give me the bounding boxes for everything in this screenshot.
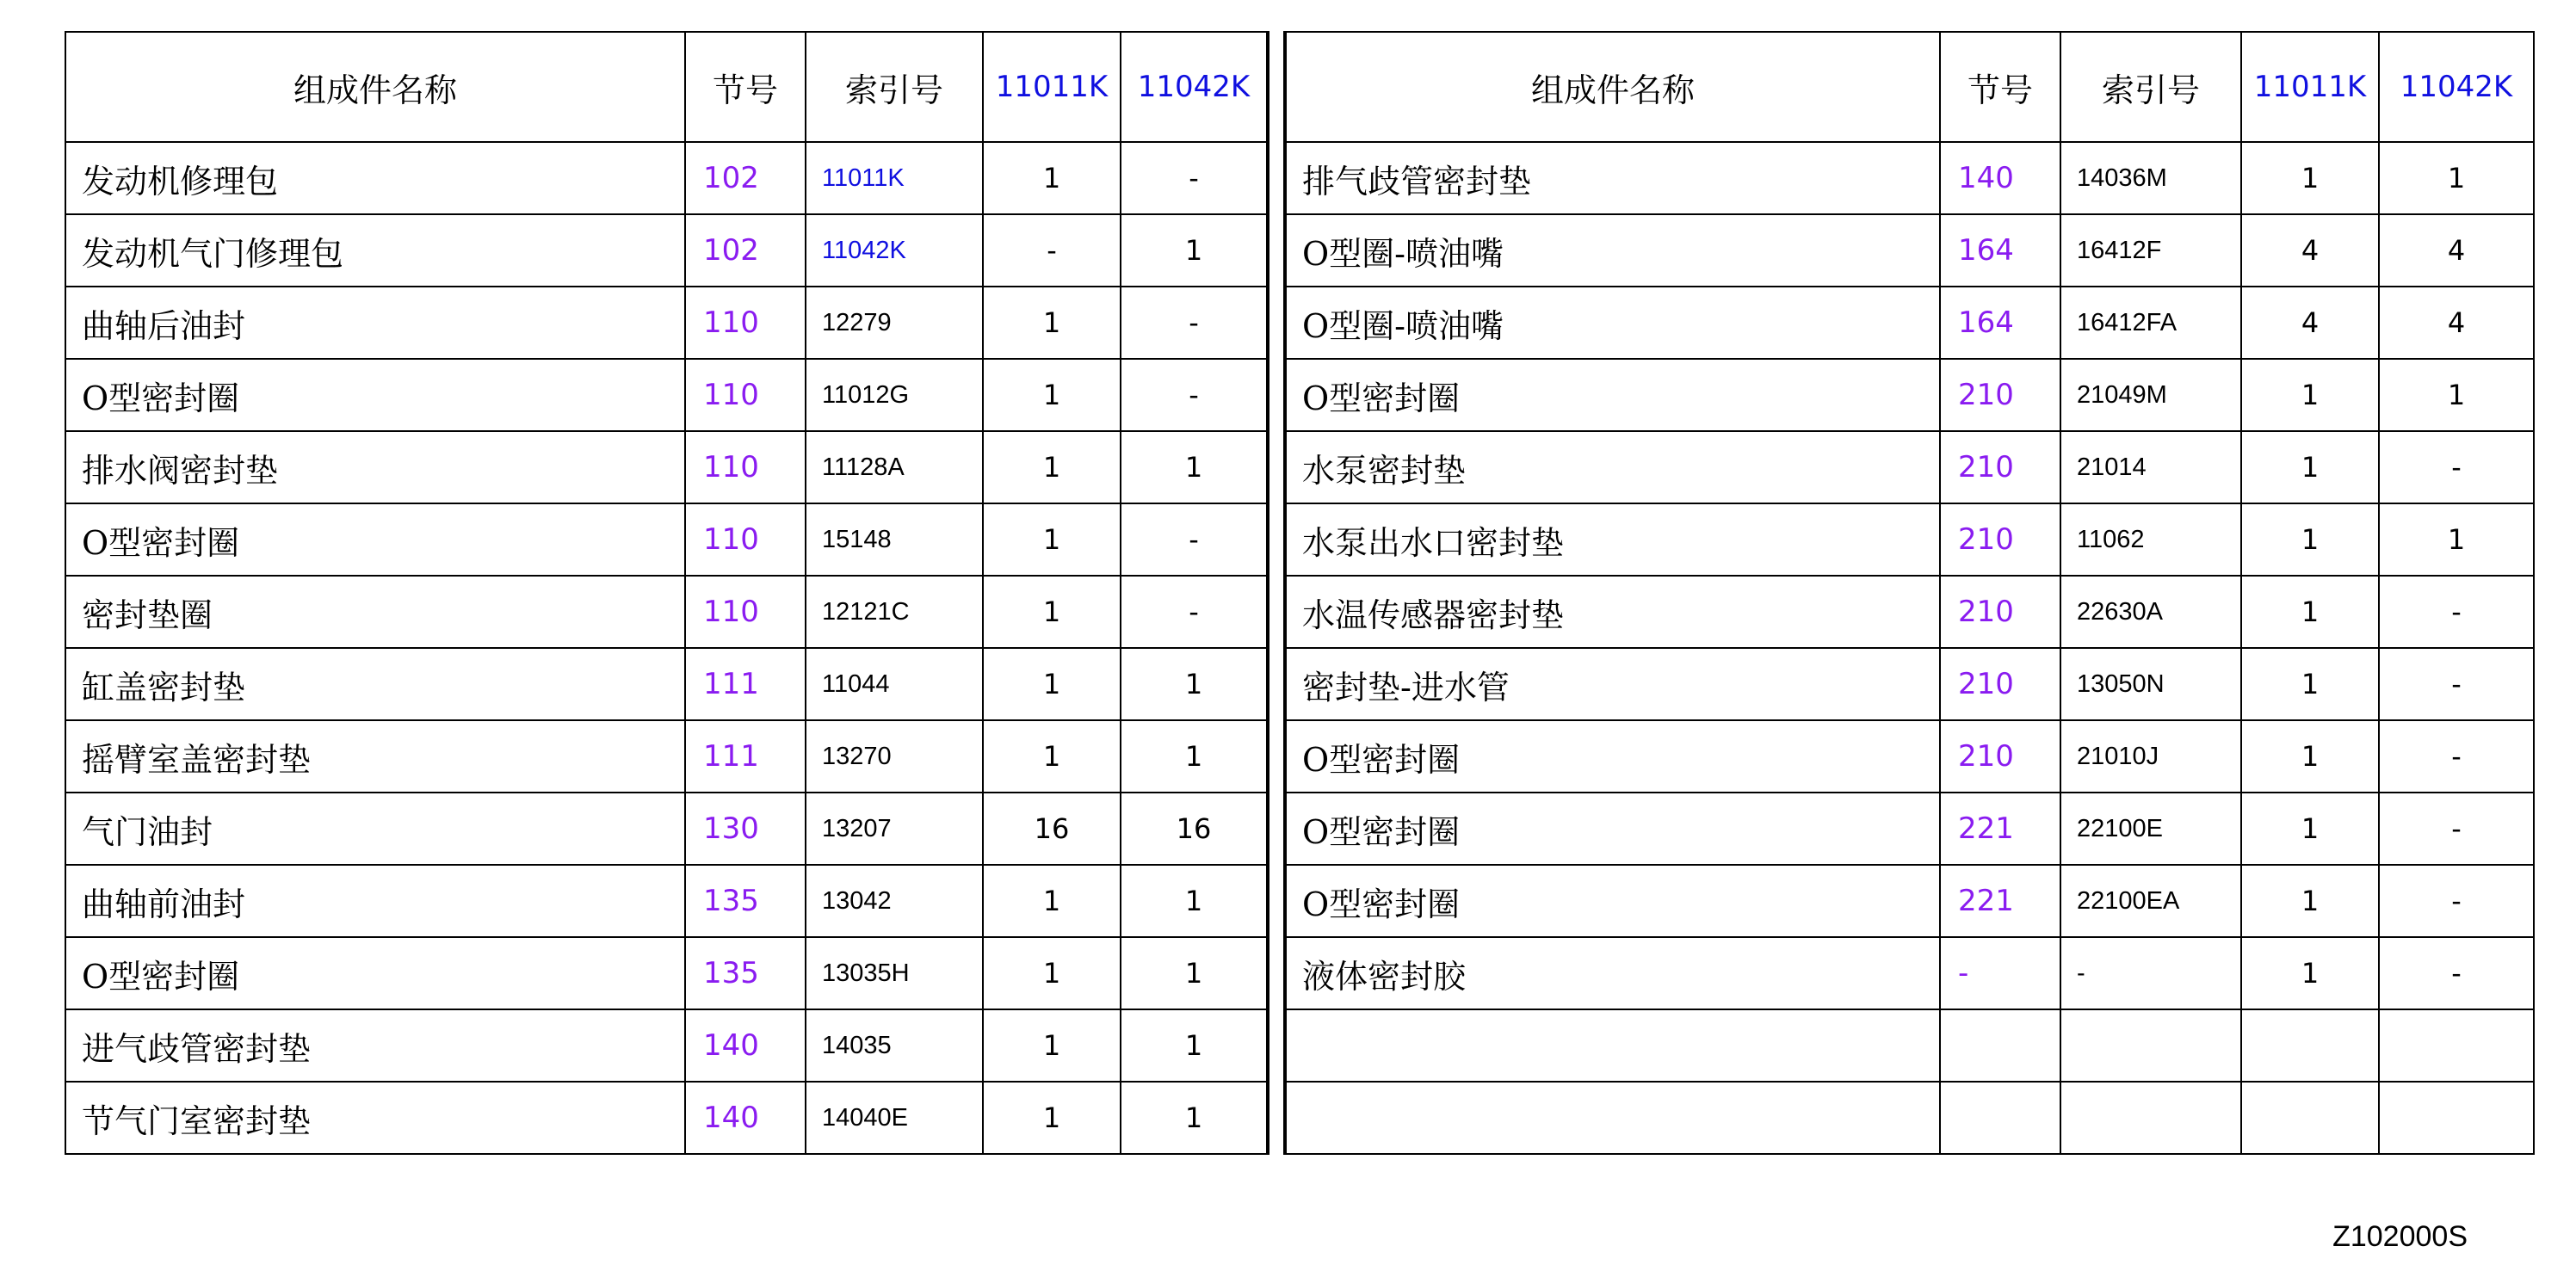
index-number-cell: 12279 [806, 287, 983, 359]
part-name-cell: 缸盖密封垫 [65, 648, 685, 720]
section-cell: 221 [1940, 793, 2060, 865]
index-number-cell: 16412FA [2060, 287, 2241, 359]
section-cell [1940, 1082, 2060, 1154]
part-name-cell: O型密封圈 [65, 359, 685, 431]
qty-11011k-cell: 1 [983, 142, 1121, 214]
qty-11011k-cell: 1 [983, 937, 1121, 1009]
qty-11011k-cell: 1 [983, 576, 1121, 648]
qty-11042k-cell: - [1121, 142, 1267, 214]
header-kit-11042k: 11042K [1121, 32, 1267, 142]
section-cell: 110 [685, 503, 806, 576]
qty-11042k-cell: - [2379, 793, 2534, 865]
section-cell: 210 [1940, 359, 2060, 431]
qty-11042k-cell: - [1121, 576, 1267, 648]
table-row [1286, 576, 2534, 648]
index-number-cell: 11044 [806, 648, 983, 720]
table-row [65, 576, 1267, 648]
qty-11042k-cell: - [2379, 937, 2534, 1009]
table-row [1286, 431, 2534, 503]
qty-11042k-cell: 16 [1121, 793, 1267, 865]
part-name-cell: O型密封圈 [1286, 359, 1940, 431]
index-number-cell: 14035 [806, 1009, 983, 1082]
qty-11011k-cell: 1 [2241, 648, 2379, 720]
part-name-cell [1286, 1009, 1940, 1082]
qty-11042k-cell: 1 [1121, 1082, 1267, 1154]
qty-11042k-cell: 1 [1121, 431, 1267, 503]
section-cell [1940, 1009, 2060, 1082]
right-parts-table [1285, 31, 2535, 1155]
table-header-row [1286, 32, 2534, 142]
table-row [1286, 142, 2534, 214]
section-cell: 210 [1940, 431, 2060, 503]
qty-11011k-cell: 1 [983, 720, 1121, 793]
qty-11011k-cell: 1 [983, 865, 1121, 937]
qty-11011k-cell: 1 [983, 1082, 1121, 1154]
index-number-cell: 13207 [806, 793, 983, 865]
qty-11042k-cell: - [2379, 431, 2534, 503]
part-name-cell: 水温传感器密封垫 [1286, 576, 1940, 648]
qty-11011k-cell: 1 [2241, 865, 2379, 937]
index-number-cell: 22100EA [2060, 865, 2241, 937]
index-number-cell: 22100E [2060, 793, 2241, 865]
table-row [1286, 937, 2534, 1009]
part-name-cell: 发动机气门修理包 [65, 214, 685, 287]
qty-11042k-cell: 1 [1121, 937, 1267, 1009]
section-cell: 130 [685, 793, 806, 865]
qty-11011k-cell: 1 [2241, 503, 2379, 576]
qty-11042k-cell: - [2379, 720, 2534, 793]
table-row [1286, 359, 2534, 431]
index-number-cell: 15148 [806, 503, 983, 576]
qty-11011k-cell: 4 [2241, 287, 2379, 359]
part-name-cell: 排气歧管密封垫 [1286, 142, 1940, 214]
part-name-cell: O型密封圈 [1286, 865, 1940, 937]
section-cell: 210 [1940, 720, 2060, 793]
table-row [1286, 214, 2534, 287]
qty-11011k-cell: 1 [2241, 720, 2379, 793]
part-name-cell: 密封垫圈 [65, 576, 685, 648]
qty-11042k-cell: 1 [1121, 865, 1267, 937]
table-row [65, 1082, 1267, 1154]
part-name-cell [1286, 1082, 1940, 1154]
section-cell: 111 [685, 648, 806, 720]
index-number-cell: 21010J [2060, 720, 2241, 793]
index-number-cell: 16412F [2060, 214, 2241, 287]
section-cell: 102 [685, 214, 806, 287]
table-row [65, 937, 1267, 1009]
part-name-cell: O型密封圈 [1286, 793, 1940, 865]
qty-11011k-cell: 1 [2241, 576, 2379, 648]
qty-11042k-cell: 1 [2379, 359, 2534, 431]
table-row [65, 865, 1267, 937]
index-number-cell [2060, 1082, 2241, 1154]
table-row [65, 287, 1267, 359]
part-name-cell: 密封垫-进水管 [1286, 648, 1940, 720]
qty-11042k-cell: 1 [1121, 1009, 1267, 1082]
qty-11011k-cell: 1 [2241, 142, 2379, 214]
part-name-cell: 曲轴前油封 [65, 865, 685, 937]
section-cell: 102 [685, 142, 806, 214]
index-number-cell: 11062 [2060, 503, 2241, 576]
section-cell: 221 [1940, 865, 2060, 937]
header-index: 索引号 [2060, 32, 2241, 142]
table-row [1286, 720, 2534, 793]
section-cell: 111 [685, 720, 806, 793]
table-row [1286, 1009, 2534, 1082]
section-cell: 210 [1940, 503, 2060, 576]
header-kit-11011k: 11011K [2241, 32, 2379, 142]
section-cell: 210 [1940, 576, 2060, 648]
part-name-cell: 液体密封胶 [1286, 937, 1940, 1009]
qty-11011k-cell: 1 [2241, 793, 2379, 865]
qty-11042k-cell [2379, 1009, 2534, 1082]
table-row [65, 214, 1267, 287]
drawing-code: Z102000S [2332, 1220, 2468, 1253]
qty-11011k-cell [2241, 1082, 2379, 1154]
table-row [1286, 503, 2534, 576]
index-number-cell: 13050N [2060, 648, 2241, 720]
table-row [65, 1009, 1267, 1082]
section-cell: 110 [685, 576, 806, 648]
part-name-cell: 水泵密封垫 [1286, 431, 1940, 503]
table-row [65, 720, 1267, 793]
header-part-name: 组成件名称 [1286, 32, 1940, 142]
qty-11011k-cell [2241, 1009, 2379, 1082]
part-name-cell: O型密封圈 [65, 937, 685, 1009]
index-number-cell: 11011K [806, 142, 983, 214]
qty-11042k-cell [2379, 1082, 2534, 1154]
part-name-cell: 摇臂室盖密封垫 [65, 720, 685, 793]
qty-11042k-cell: 1 [1121, 648, 1267, 720]
qty-11042k-cell: 1 [2379, 142, 2534, 214]
qty-11011k-cell: 1 [983, 1009, 1121, 1082]
section-cell: 110 [685, 431, 806, 503]
qty-11011k-cell: 1 [2241, 359, 2379, 431]
table-row [1286, 648, 2534, 720]
part-name-cell: 气门油封 [65, 793, 685, 865]
part-name-cell: 排水阀密封垫 [65, 431, 685, 503]
table-row [65, 431, 1267, 503]
index-number-cell: 11128A [806, 431, 983, 503]
qty-11042k-cell: 1 [2379, 503, 2534, 576]
section-cell: 135 [685, 865, 806, 937]
section-cell: 210 [1940, 648, 2060, 720]
qty-11011k-cell: 1 [983, 503, 1121, 576]
qty-11011k-cell: 1 [2241, 431, 2379, 503]
header-section: 节号 [1940, 32, 2060, 142]
table-row [65, 142, 1267, 214]
index-number-cell: 13270 [806, 720, 983, 793]
index-number-cell: 11012G [806, 359, 983, 431]
part-name-cell: O型密封圈 [1286, 720, 1940, 793]
part-name-cell: O型圈-喷油嘴 [1286, 214, 1940, 287]
table-row [65, 793, 1267, 865]
section-cell: 110 [685, 359, 806, 431]
table-header-row [65, 32, 1267, 142]
table-row [65, 648, 1267, 720]
qty-11042k-cell: - [2379, 865, 2534, 937]
header-kit-11011k: 11011K [983, 32, 1121, 142]
index-number-cell: 12121C [806, 576, 983, 648]
index-number-cell: - [2060, 937, 2241, 1009]
qty-11042k-cell: - [2379, 576, 2534, 648]
section-cell: - [1940, 937, 2060, 1009]
qty-11042k-cell: 4 [2379, 214, 2534, 287]
table-row [1286, 287, 2534, 359]
section-cell: 164 [1940, 287, 2060, 359]
qty-11042k-cell: - [1121, 503, 1267, 576]
header-kit-11042k: 11042K [2379, 32, 2534, 142]
qty-11011k-cell: 1 [983, 648, 1121, 720]
section-cell: 135 [685, 937, 806, 1009]
table-row [1286, 1082, 2534, 1154]
index-number-cell: 13042 [806, 865, 983, 937]
qty-11011k-cell: 16 [983, 793, 1121, 865]
qty-11042k-cell: 1 [1121, 214, 1267, 287]
index-number-cell [2060, 1009, 2241, 1082]
part-name-cell: 进气歧管密封垫 [65, 1009, 685, 1082]
index-number-cell: 14040E [806, 1082, 983, 1154]
qty-11011k-cell: - [983, 214, 1121, 287]
qty-11042k-cell: - [1121, 287, 1267, 359]
qty-11011k-cell: 1 [983, 431, 1121, 503]
index-number-cell: 21049M [2060, 359, 2241, 431]
section-cell: 140 [685, 1082, 806, 1154]
index-number-cell: 13035H [806, 937, 983, 1009]
qty-11042k-cell: - [2379, 648, 2534, 720]
part-name-cell: 曲轴后油封 [65, 287, 685, 359]
qty-11011k-cell: 1 [2241, 937, 2379, 1009]
qty-11042k-cell: 4 [2379, 287, 2534, 359]
table-row [65, 503, 1267, 576]
qty-11042k-cell: 1 [1121, 720, 1267, 793]
index-number-cell: 22630A [2060, 576, 2241, 648]
part-name-cell: O型圈-喷油嘴 [1286, 287, 1940, 359]
table-row [1286, 793, 2534, 865]
part-name-cell: 节气门室密封垫 [65, 1082, 685, 1154]
section-cell: 140 [685, 1009, 806, 1082]
part-name-cell: O型密封圈 [65, 503, 685, 576]
qty-11011k-cell: 1 [983, 359, 1121, 431]
index-number-cell: 21014 [2060, 431, 2241, 503]
left-parts-table [65, 31, 1268, 1155]
qty-11011k-cell: 4 [2241, 214, 2379, 287]
table-row [1286, 865, 2534, 937]
index-number-cell: 11042K [806, 214, 983, 287]
header-section: 节号 [685, 32, 806, 142]
table-row [65, 359, 1267, 431]
part-name-cell: 发动机修理包 [65, 142, 685, 214]
header-part-name: 组成件名称 [65, 32, 685, 142]
qty-11011k-cell: 1 [983, 287, 1121, 359]
table-divider [1268, 31, 1285, 1155]
header-index: 索引号 [806, 32, 983, 142]
qty-11042k-cell: - [1121, 359, 1267, 431]
section-cell: 110 [685, 287, 806, 359]
section-cell: 140 [1940, 142, 2060, 214]
parts-sheet [65, 31, 2535, 1155]
part-name-cell: 水泵出水口密封垫 [1286, 503, 1940, 576]
index-number-cell: 14036M [2060, 142, 2241, 214]
section-cell: 164 [1940, 214, 2060, 287]
